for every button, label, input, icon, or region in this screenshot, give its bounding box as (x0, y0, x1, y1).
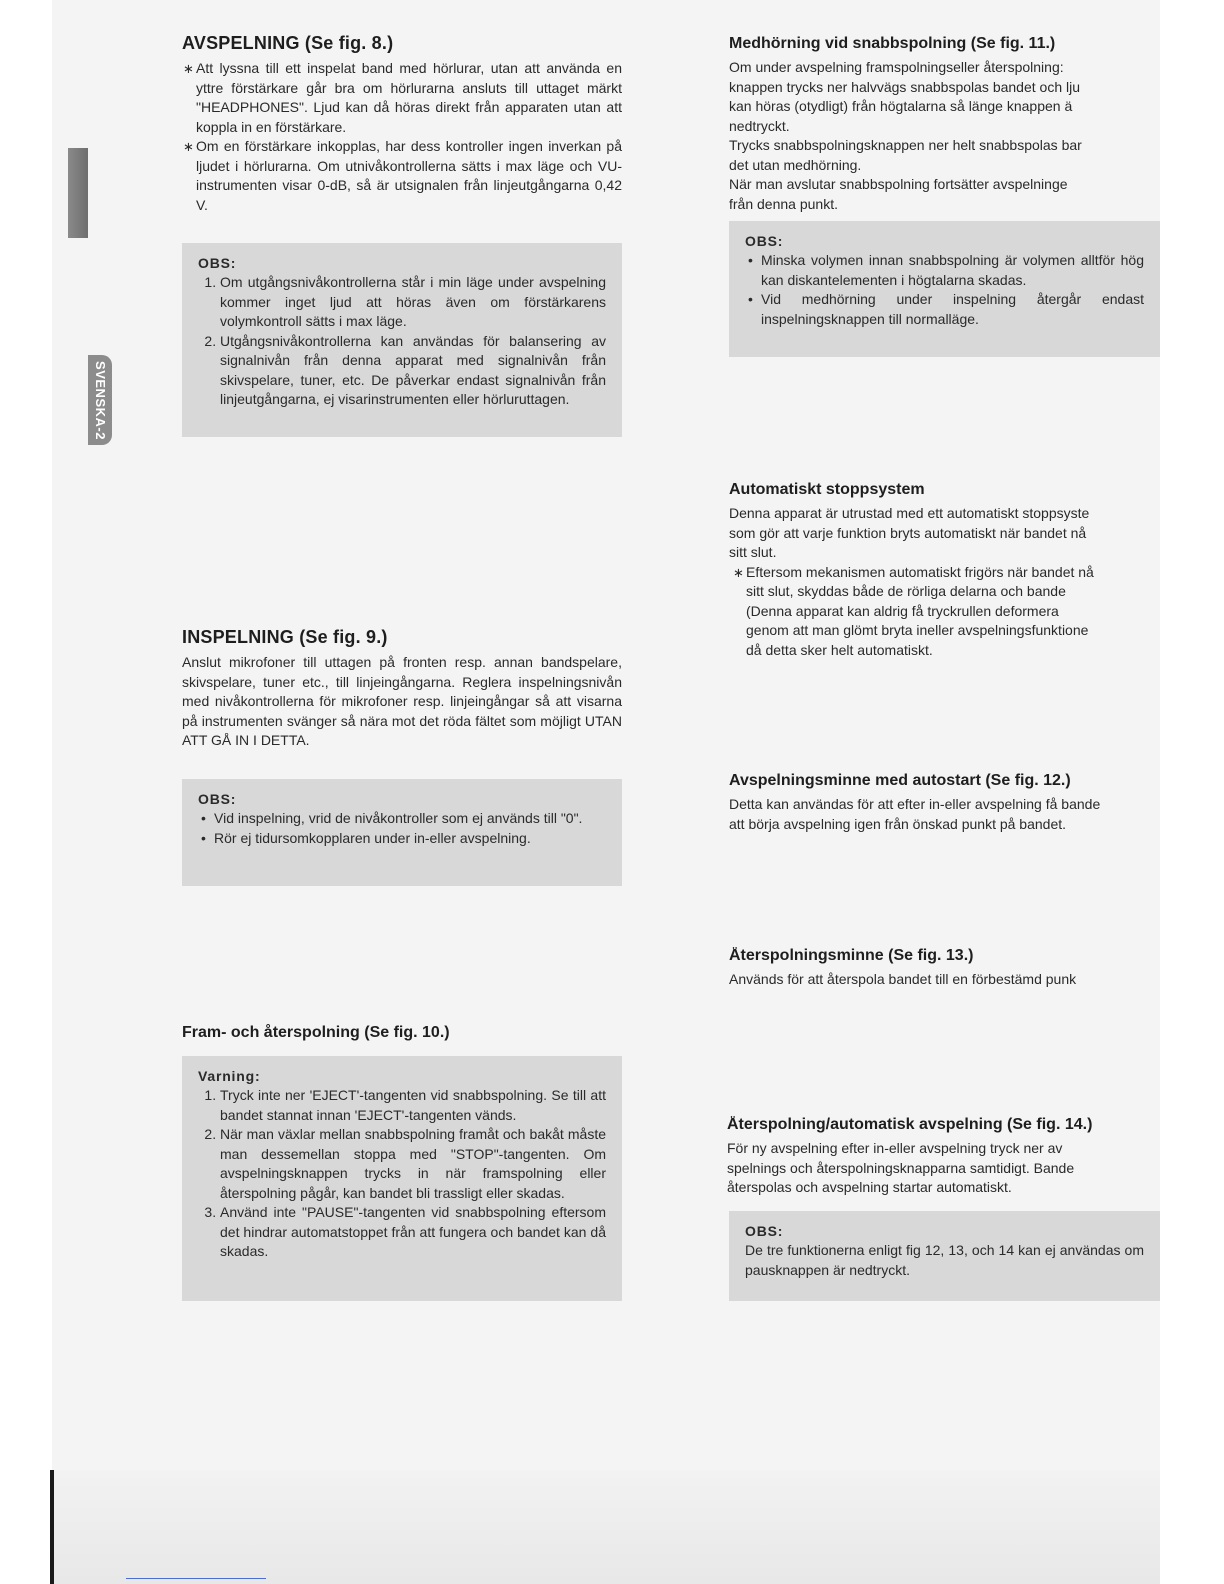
numbered-item: 1. Tryck inte ner 'EJECT'-tangenten vid snabbspolning. Se till att bandet stannat innan 'EJECT'-tangenten vänds. (220, 1086, 606, 1125)
section-title: AVSPELNING (Se fig. 8.) (182, 33, 394, 53)
bullet-line: sitt slut, skyddas både de rörliga delarna och bande (746, 583, 1066, 599)
section-title: INSPELNING (Se fig. 9.) (182, 627, 388, 647)
numbered-item: 2. Utgångsnivåkontrollerna kan användas för balansering av signalnivån från denna apparat med signalnivån från skivspelare, tuner, etc. De påverkar endast signalnivån från linjeutgångarna, ej visarinstrumenten eller hörluruttagen. (220, 332, 606, 410)
dot-item: • Minska volymen innan snabbspolning är volymen alltför hög kan diskantelementen i högtalarna skadas. (761, 251, 1144, 290)
numbered-item: 3. Använd inte "PAUSE"-tangenten vid snabbspolning eftersom det hindrar automatstoppet från att fungera och bandet kan då skadas. (220, 1203, 606, 1262)
text-line: spelnings och återspolningsknapparna samtidigt. Bande (727, 1159, 1075, 1176)
note-box-avspelning (182, 243, 622, 437)
section-title: Avspelningsminne med autostart (Se fig. 12.) (729, 772, 1071, 789)
note-box-medhorning (729, 221, 1160, 357)
section-avspelning (182, 33, 622, 215)
note-title: OBS: (198, 791, 237, 807)
bullet-line: då detta sker helt automatiskt. (746, 641, 933, 658)
text-line: det utan medhörning. (729, 156, 862, 173)
bullet-item: ∗ Om en förstärkare inkopplas, har dess kontroller ingen inverkan på ljudet i hörlurarna. Om utnivåkontrollerna sätts i max läge och VU-instrumenten visar 0-dB, så är utsignalen från linjeutgångarna 0,42 V. (196, 137, 622, 215)
text-line: Denna apparat är utrustad med ett automatiskt stoppsyste (729, 505, 1090, 521)
bullet-item (746, 563, 1160, 661)
section-fram-ater (182, 1024, 622, 1047)
language-tab (88, 355, 112, 445)
text-line: knappen trycks ner halvvägs snabbspolas bandet och lju (729, 78, 1080, 95)
note-box-aterspolning (729, 1211, 1160, 1301)
text-line: Detta kan användas för att efter in-eller avspelning få bande (729, 796, 1101, 812)
bullet-list (182, 59, 622, 215)
section-stoppsystem (729, 481, 1160, 660)
numbered-item: 1. Om utgångsnivåkontrollerna står i min läge under avspelning kommer inget ljud att höras även om förstärkarens volymkontroll sätts i max läge. (220, 273, 606, 332)
bullet-line: (Denna apparat kan aldrig få tryckrullen deformera (746, 602, 1059, 619)
section-title: Automatiskt stoppsystem (729, 481, 925, 498)
text-line: som gör att varje funktion bryts automatiskt när bandet nå (729, 524, 1087, 541)
margin-marker (68, 148, 88, 238)
section-title: Återspolningsminne (Se fig. 13.) (729, 947, 974, 964)
section-medhorning (729, 35, 1160, 214)
text-line: Används för att återspola bandet till en förbestämd punk (729, 971, 1077, 987)
dot-item: • Rör ej tidursomkopplaren under in-eller avspelning. (214, 829, 606, 849)
bullet-item: ∗ Att lyssna till ett inspelat band med hörlurar, utan att använda en yttre förstärkare går bra om hörlurarna ansluts till uttaget märkt "HEADPHONES". Ljud kan då höras direkt från apparaten utan att koppla in en förstärkare. (196, 59, 622, 137)
bullet-list (729, 563, 1160, 661)
bullet-line: Eftersom mekanismen automatiskt frigörs när bandet nå (746, 563, 1094, 580)
section-avspelningsminne (729, 772, 1160, 834)
text-line: kan höras (otydligt) från högtalarna så länge knappen ä (729, 98, 1073, 114)
text-line: återspolas och avspelning startar automatiskt. (727, 1179, 1012, 1195)
bottom-rule (126, 1578, 266, 1579)
binding-spine (50, 1470, 54, 1584)
section-title: Fram- och återspolning (Se fig. 10.) (182, 1024, 450, 1041)
bullet-line: genom att man glömt bryta ineller avspelningsfunktione (746, 622, 1089, 638)
note-text: De tre funktionerna enligt fig 12, 13, och 14 kan ej användas om pausknappen är nedtryckt. (745, 1242, 1144, 1278)
section-inspelning (182, 627, 622, 751)
text-line: nedtryckt. (729, 117, 790, 134)
text-line: sitt slut. (729, 544, 777, 560)
warning-box-fram-ater (182, 1056, 622, 1301)
page-right-edge (1160, 0, 1224, 1584)
text-line: För ny avspelning efter in-eller avspelning tryck ner av (727, 1140, 1063, 1156)
section-aterspolning-auto (727, 1116, 1160, 1198)
dot-list (745, 251, 1144, 329)
page-left-edge (0, 0, 52, 1584)
dot-list (198, 809, 606, 848)
body-text: Anslut mikrofoner till uttagen på fronten resp. annan bandspelare, skivspelare, tuner etc., till linjeingångarna. Reglera inspelningsnivån med nivåkontrollerna för mikrofoner resp. linjeingångar så att visarna på instrumenten svänger så nära mot det röda fältet som möjligt UTAN ATT GÅ IN I DETTA. (182, 654, 622, 748)
note-box-inspelning (182, 779, 622, 886)
numbered-item: 2. När man växlar mellan snabbspolning framåt och bakåt måste man dessemellan stoppa med "STOP"-tangenten. Om avspelningsknappen trycks in när framspolning eller återspolning pågår, kan bandet bli trassligt eller skadas. (220, 1125, 606, 1203)
dot-item: • Vid medhörning under inspelning återgår endast inspelningsknappen till normalläge. (761, 290, 1144, 329)
note-title: OBS: (198, 255, 237, 271)
page-bottom-shadow (54, 1470, 1160, 1584)
text-line: från denna punkt. (729, 195, 838, 212)
note-title: OBS: (745, 1223, 784, 1239)
text-line: Om under avspelning framspolningseller återspolning: (729, 59, 1064, 75)
section-aterspolningsminne (729, 947, 1160, 990)
text-line: Trycks snabbspolningsknappen ner helt snabbspolas bar (729, 137, 1082, 153)
language-tab-label: SVENSKA-2 (92, 360, 108, 440)
warning-title: Varning: (198, 1068, 261, 1084)
section-title: Medhörning vid snabbspolning (Se fig. 11.) (729, 35, 1056, 52)
note-title: OBS: (745, 233, 784, 249)
section-title: Återspolning/automatisk avspelning (Se fig. 14.) (727, 1116, 1093, 1133)
numbered-list (198, 273, 606, 410)
text-line: att börja avspelning igen från önskad punkt på bandet. (729, 815, 1067, 832)
numbered-list (198, 1086, 606, 1262)
dot-item: • Vid inspelning, vrid de nivåkontroller som ej används till "0". (214, 809, 606, 829)
text-line: När man avslutar snabbspolning fortsätter avspelninge (729, 176, 1068, 192)
